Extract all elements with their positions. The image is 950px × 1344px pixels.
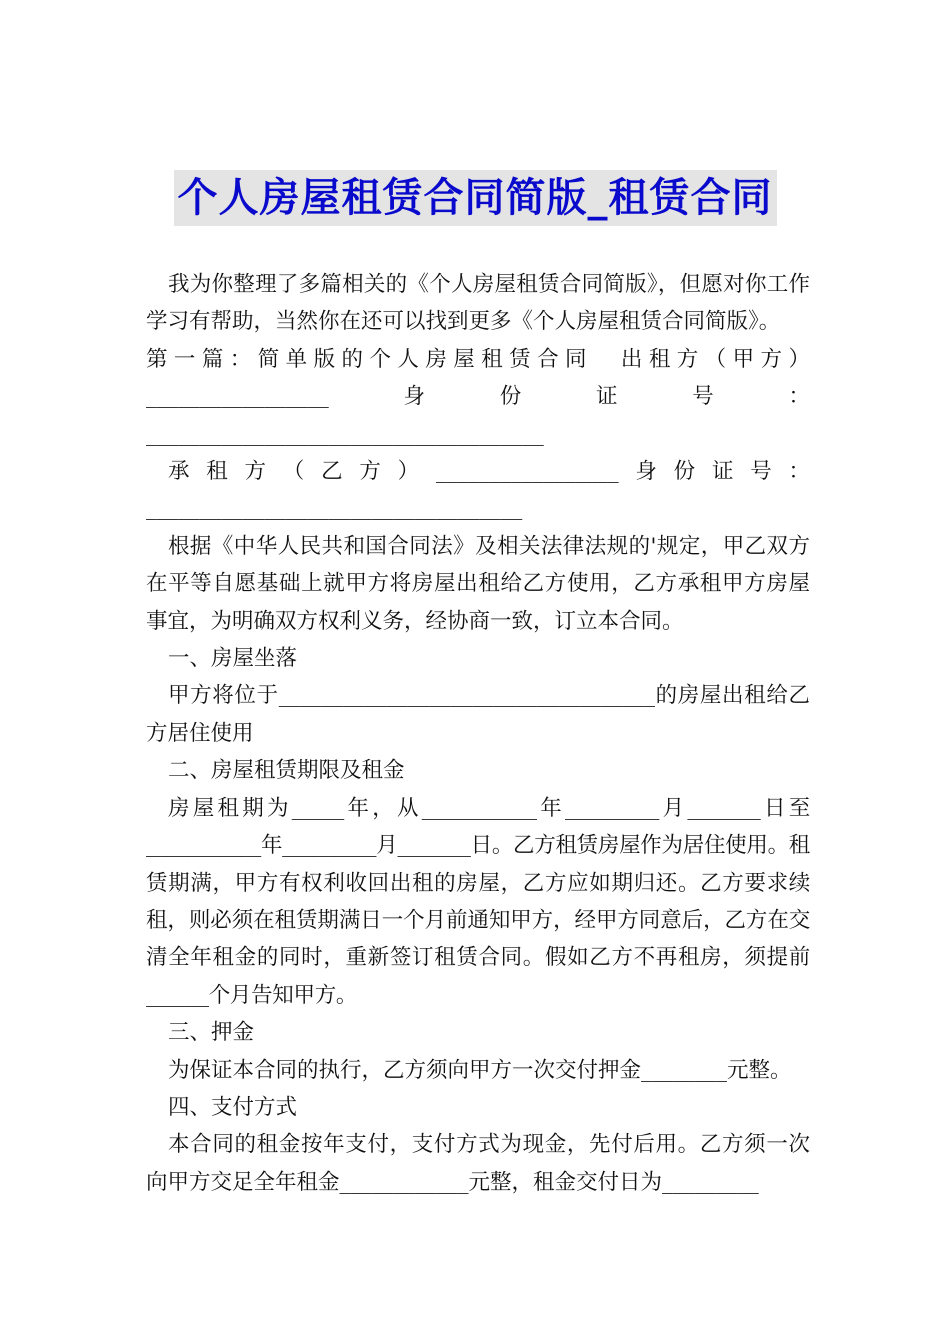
legal-basis-paragraph: 根据《中华人民共和国合同法》及相关法律法规的'规定，甲乙双方在平等自愿基础上就甲方将房屋出租给乙方使用，乙方承租甲方房屋事宜，为明确双方权利义务，经协商一致，订立本合同。	[146, 533, 810, 634]
section-heading-location: 一、房屋坐落	[168, 646, 298, 672]
section-heading-term: 二、房屋租赁期限及租金	[168, 758, 405, 784]
intro-paragraph: 我为你整理了多篇相关的《个人房屋租赁合同简版》，但愿对你工作学习有帮助，当然你在还可以找到更多《个人房屋租赁合同简版》。	[146, 272, 810, 335]
party-a-paragraph: 第一篇：简单版的个人房屋租赁合同 出租方（甲方）_________________身份证号：_____________________________________	[146, 346, 810, 447]
term-paragraph: 房屋租期为_____年，从___________年_________月_______日至___________年_________月_______日。乙方租赁房屋作为居住使用。租赁期满，甲方有权利收回出租的房屋，乙方应如期归还。乙方要求续租，则必须在租赁期满日一个月前通知甲方，经甲方同意后，乙方在交清全年租金的同时，重新签订租赁合同。假如乙方不再租房，须提前______个月告知甲方。	[146, 795, 810, 1008]
title-container	[0, 170, 950, 226]
document-body	[146, 266, 810, 1201]
party-b-paragraph: 承租方（乙方）_________________身份证号：___________________________________	[146, 459, 810, 522]
deposit-paragraph: 为保证本合同的执行，乙方须向甲方一次交付押金________元整。	[168, 1057, 792, 1083]
document-title: 个人房屋租赁合同简版_租赁合同	[174, 170, 777, 226]
section-heading-deposit: 三、押金	[168, 1020, 255, 1046]
location-paragraph: 甲方将位于___________________________________的房屋出租给乙方居住使用	[146, 683, 810, 746]
section-heading-payment: 四、支付方式	[168, 1094, 298, 1120]
payment-paragraph: 本合同的租金按年支付，支付方式为现金，先付后用。乙方须一次向甲方交足全年租金____________元整，租金交付日为_________	[146, 1132, 810, 1195]
